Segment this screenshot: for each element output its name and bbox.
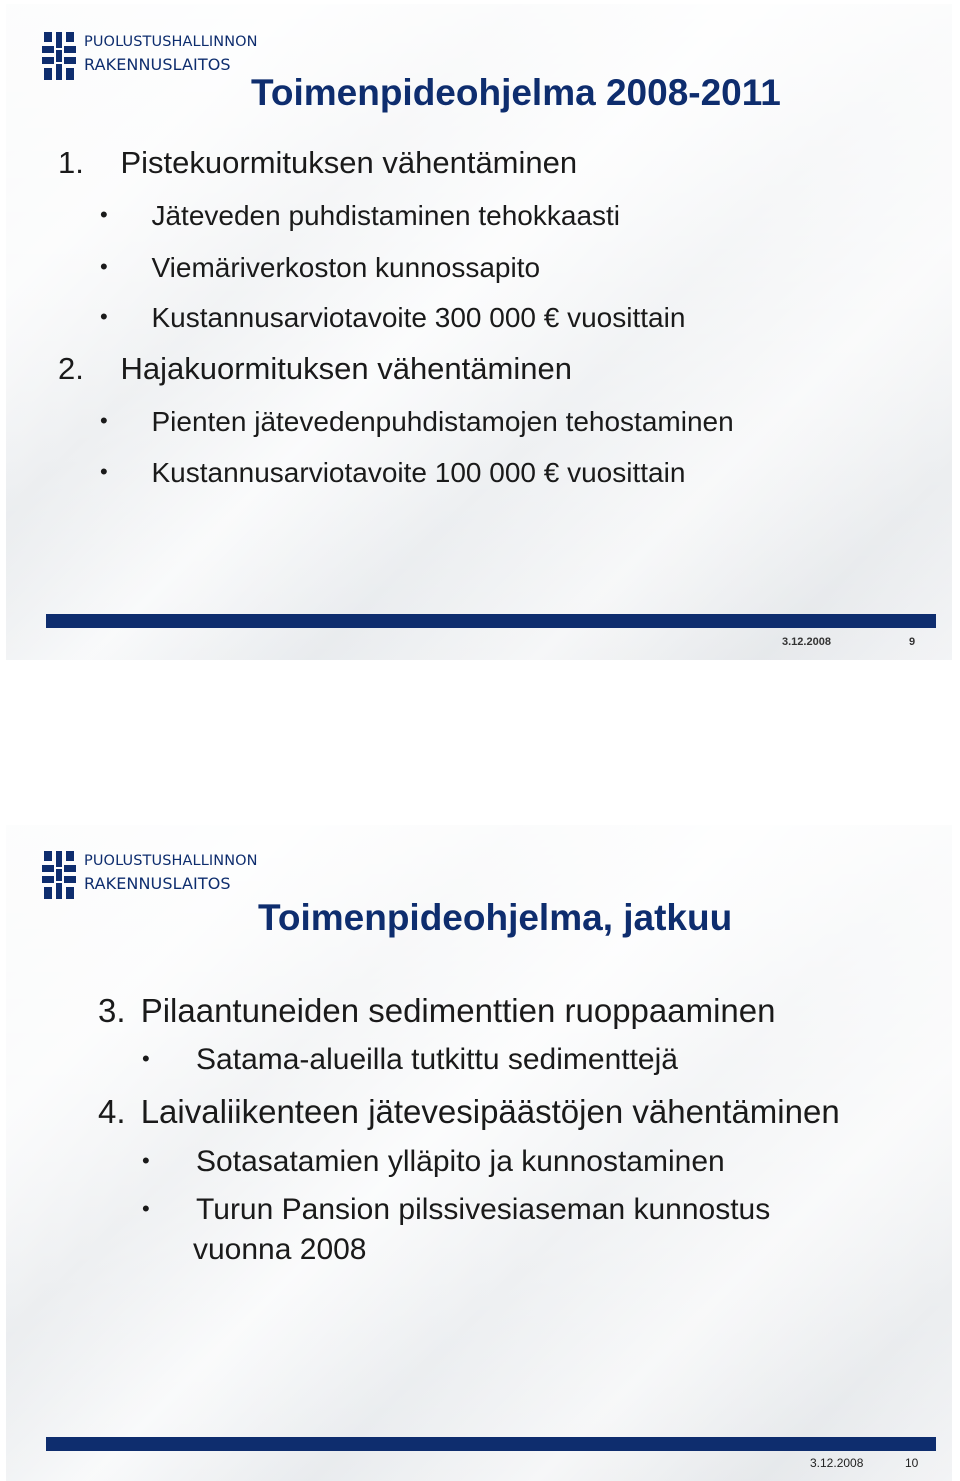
bullet-icon: • [142,1196,150,1221]
organization-logo [42,849,258,909]
item-number: 2. [58,351,84,386]
bullet-icon: • [142,1148,150,1173]
item-number: 3. [98,992,126,1029]
list-item [58,145,577,181]
slide-title: Toimenpideohjelma, jatkuu [258,897,733,938]
list-item [142,1193,770,1227]
list-item [100,406,734,438]
page-number: 9 [909,636,916,648]
item-text: Kustannusarviotavoite 100 000 € vuosittain [151,457,686,488]
footer-bar [46,614,936,628]
org-name-line2: RAKENNUSLAITOS [84,55,231,74]
org-name-line2: RAKENNUSLAITOS [84,874,231,893]
bullet-icon: • [142,1046,150,1071]
list-item [142,1145,725,1179]
item-text: Pistekuormituksen vähentäminen [120,145,578,180]
footer-bar [46,1437,936,1451]
list-item [98,1093,840,1131]
item-text: Jäteveden puhdistaminen tehokkaasti [151,200,621,231]
bullet-icon: • [100,304,108,329]
organization-logo-icon [42,849,76,901]
list-item [100,457,685,489]
list-item [142,1043,678,1077]
item-text: Pilaantuneiden sedimenttien ruoppaaminen [140,992,776,1029]
item-number: 1. [58,145,84,180]
slide-1 [6,4,952,660]
organization-logo-icon [42,30,76,82]
list-item-continuation: vuonna 2008 [193,1233,367,1266]
list-item [100,252,540,284]
slide-title: Toimenpideohjelma 2008-2011 [251,72,781,113]
item-text: Turun Pansion pilssivesiaseman kunnostus [196,1193,771,1226]
bullet-icon: • [100,202,108,227]
item-text: Sotasatamien ylläpito ja kunnostaminen [196,1145,725,1178]
org-name-line1: PUOLUSTUSHALLINNON [84,34,258,50]
item-text: Satama-alueilla tutkittu sedimenttejä [196,1043,678,1076]
bullet-icon: • [100,408,108,433]
list-item [100,302,685,334]
org-name-line1: PUOLUSTUSHALLINNON [84,853,258,869]
slide-date: 3.12.2008 [782,636,831,648]
item-text: Viemäriverkoston kunnossapito [151,252,541,283]
list-item [58,351,572,387]
bullet-icon: • [100,459,108,484]
item-text: Pienten jätevedenpuhdistamojen tehostaminen [151,406,734,437]
organization-logo [42,30,258,90]
page-number: 10 [905,1456,919,1470]
list-item [98,992,776,1030]
item-text: Kustannusarviotavoite 300 000 € vuosittain [151,302,686,333]
slide-date: 3.12.2008 [810,1456,864,1470]
bullet-icon: • [100,254,108,279]
item-text: Laivaliikenteen jätevesipäästöjen vähentäminen [140,1093,840,1130]
item-number: 4. [98,1093,126,1130]
slide-2 [6,825,952,1481]
list-item [100,200,620,232]
item-text: Hajakuormituksen vähentäminen [120,351,572,386]
